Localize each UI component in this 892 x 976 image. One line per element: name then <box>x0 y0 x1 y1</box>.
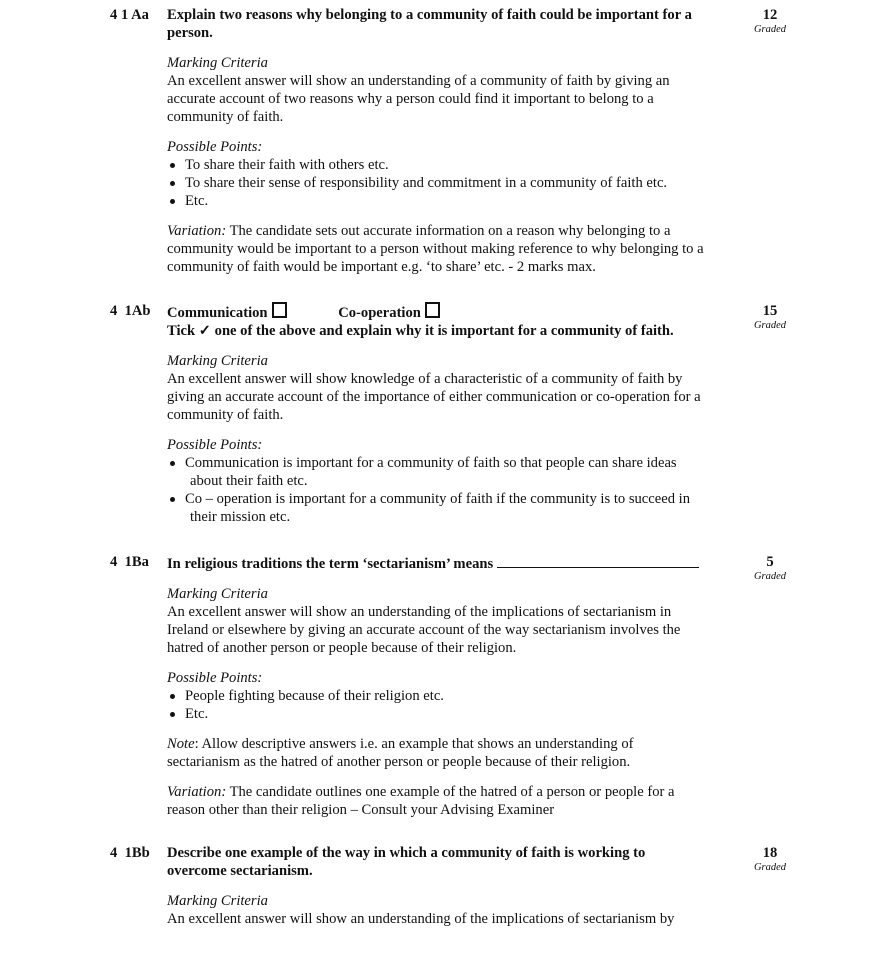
criteria-heading: Marking Criteria <box>167 893 268 909</box>
marks-badge <box>750 844 790 874</box>
answer-blank-line <box>497 553 699 568</box>
variation-text: Variation: The candidate outlines one example of the hatred of a person or people for a reason other than their religion – Consult your Advising Examiner <box>167 784 675 818</box>
points-list <box>167 687 739 723</box>
criteria-text: An excellent answer will show an understanding of the implications of sectarianism by <box>167 911 675 927</box>
criteria-text: An excellent answer will show knowledge of a characteristic of a community of faith by giving an accurate account of the importance of either communication or co-operation for a community of faith. <box>167 371 701 423</box>
list-item: Etc. <box>167 705 739 723</box>
option-cooperation-label: Co-operation <box>338 305 421 321</box>
question-number: 4 1Ba <box>110 554 149 570</box>
list-item: To share their faith with others etc. <box>167 156 739 174</box>
variation-label: Variation: <box>167 784 227 800</box>
marks-value: 18 <box>762 845 778 861</box>
points-heading: Possible Points: <box>167 139 263 155</box>
points-heading: Possible Points: <box>167 437 263 453</box>
note-label: Note <box>167 736 195 752</box>
question-body <box>167 6 739 276</box>
graded-label: Graded <box>753 24 787 35</box>
criteria-text: An excellent answer will show an understanding of the implications of sectarianism in Ireland or elsewhere by giving an accurate account of the way sectarianism involves the hatred of another person or people because of their religion. <box>167 604 681 656</box>
graded-label: Graded <box>753 862 787 873</box>
question-title: Explain two reasons why belonging to a community of faith could be important for a person. <box>167 7 692 41</box>
question-number: 4 1Ab <box>110 303 151 319</box>
graded-label: Graded <box>753 320 787 331</box>
list-item: Communication is important for a community of faith so that people can share ideas about their faith etc. <box>167 454 739 490</box>
marks-value: 15 <box>762 303 778 319</box>
list-item: Etc. <box>167 192 739 210</box>
points-list <box>167 454 739 526</box>
marks-badge <box>750 6 790 36</box>
points-list <box>167 156 739 210</box>
variation-text: Variation: The candidate sets out accurate information on a reason why belonging to a community would be important to a person without making reference to why belonging to a community of faith would be important e.g. ‘to share’ etc. - 2 marks max. <box>167 223 704 275</box>
marks-badge <box>750 302 790 332</box>
list-item: Co – operation is important for a community of faith if the community is to succeed in their mission etc. <box>167 490 739 526</box>
question-number: 4 1 Aa <box>110 7 149 23</box>
points-heading: Possible Points: <box>167 670 263 686</box>
question-body <box>167 302 739 526</box>
criteria-heading: Marking Criteria <box>167 353 268 369</box>
list-item: People fighting because of their religion etc. <box>167 687 739 705</box>
list-item: To share their sense of responsibility and commitment in a community of faith etc. <box>167 174 739 192</box>
criteria-heading: Marking Criteria <box>167 586 268 602</box>
criteria-heading: Marking Criteria <box>167 55 268 71</box>
question-title: Describe one example of the way in which a community of faith is working to overcome sectarianism. <box>167 845 646 879</box>
note-text: Note: Allow descriptive answers i.e. an example that shows an understanding of sectarianism as the hatred of another person or people because of their religion. <box>167 736 634 770</box>
cooperation-checkbox[interactable] <box>425 302 440 318</box>
question-body <box>167 844 739 928</box>
question-title: In religious traditions the term ‘sectarianism’ means <box>167 553 739 573</box>
marks-value: 5 <box>766 554 774 570</box>
question-title: Communication Co-operation Tick ✓ one of the above and explain why it is important for a community of faith. <box>167 302 739 340</box>
graded-label: Graded <box>753 571 787 582</box>
communication-checkbox[interactable] <box>272 302 287 318</box>
marks-value: 12 <box>762 7 778 23</box>
option-communication-label: Communication <box>167 305 268 321</box>
marks-badge <box>750 553 790 583</box>
variation-label: Variation: <box>167 223 227 239</box>
question-number: 4 1Bb <box>110 845 150 861</box>
criteria-text: An excellent answer will show an understanding of a community of faith by giving an accurate account of two reasons why a person could find it important to belong to a community of faith. <box>167 73 670 125</box>
question-body <box>167 553 739 819</box>
